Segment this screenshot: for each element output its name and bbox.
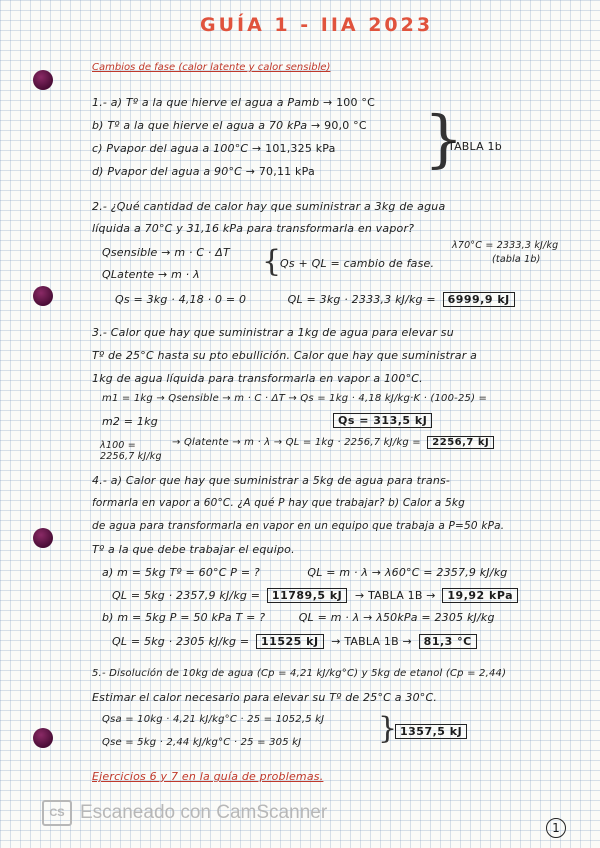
binder-hole: [33, 70, 53, 90]
q3-ql-text: → Qlatente → m · λ → QL = 1kg · 2256,7 kJ/kg =: [172, 437, 421, 448]
q2-lambda: λ70°C = 2333,3 kJ/kg: [452, 240, 559, 251]
q5-answer: [392, 724, 467, 739]
q3-ql: [172, 436, 494, 449]
q4-b-data: b) m = 5kg P = 50 kPa T = ?: [102, 611, 266, 624]
q2-brace: {: [262, 244, 282, 279]
q4-line4: Tº a la que debe trabajar el equipo.: [92, 543, 295, 556]
q4-b-table-ref: → TABLA 1B →: [331, 635, 412, 648]
q4-b-row2: [112, 634, 477, 649]
q3-m2: m2 = 1kg: [102, 415, 158, 428]
q1-c: [92, 142, 336, 155]
q2-calc: [115, 292, 515, 307]
q1-d-answer: 70,11 kPa: [258, 165, 315, 178]
page-title: GUÍA 1 - IIA 2023: [200, 14, 434, 36]
binder-hole: [33, 728, 53, 748]
q1-c-text: c) Pvapor del agua a 100°C →: [92, 142, 262, 155]
q1-brace: }: [424, 102, 464, 175]
q2-line2: líquida a 70°C y 31,16 kPa para transformarla en vapor?: [92, 222, 415, 235]
camscanner-watermark: [42, 800, 327, 826]
q5-brace: }: [378, 711, 398, 746]
q3-qs-answer-box: Qs = 313,5 kJ: [333, 413, 432, 428]
q2-answer-box: 6999,9 kJ: [443, 292, 515, 307]
q4-a-formula: QL = m · λ → λ60°C = 2357,9 kJ/kg: [307, 566, 508, 579]
binder-hole: [33, 528, 53, 548]
q4-a-row2: [112, 588, 518, 603]
q1-table-ref: TABLA 1b: [448, 140, 502, 153]
q5-qse: Qse = 5kg · 2,44 kJ/kg°C · 25 = 305 kJ: [102, 737, 302, 748]
q2-sum: Qs + QL = cambio de fase.: [280, 257, 435, 270]
q5-line2: Estimar el calor necesario para elevar su Tº de 25°C a 30°C.: [92, 691, 438, 704]
q3-lambda: λ100 = 2256,7 kJ/kg: [100, 440, 162, 462]
q3-line2: Tº de 25°C hasta su pto ebullición. Calor que hay que suministrar a: [92, 349, 478, 362]
q2-line1: 2.- ¿Qué cantidad de calor hay que suministrar a 3kg de agua: [92, 200, 446, 213]
q4-b-formula: QL = m · λ → λ50kPa = 2305 kJ/kg: [298, 611, 495, 624]
section-subtitle: Cambios de fase (calor latente y calor sensible): [92, 62, 331, 73]
q4-a-data: a) m = 5kg Tº = 60°C P = ?: [102, 566, 260, 579]
q4-line2: formarla en vapor a 60°C. ¿A qué P hay que trabajar? b) Calor a 5kg: [92, 497, 465, 509]
q2-ql-formula: QLatente → m · λ: [102, 268, 200, 281]
q1-a-text: 1.- a) Tº a la que hierve el agua a Pamb →: [92, 96, 333, 109]
q2-qs-formula: Qsensible → m · C · ΔT: [102, 246, 230, 259]
q5-qsa: Qsa = 10kg · 4,21 kJ/kg°C · 25 = 1052,5 kJ: [102, 714, 325, 725]
page-number: 1: [546, 818, 566, 838]
q4-a-answer-box: 11789,5 kJ: [267, 588, 347, 603]
q1-b-text: b) Tº a la que hierve el agua a 70 kPa →: [92, 119, 321, 132]
q4-a-table-ref: → TABLA 1B →: [354, 589, 436, 602]
q5-line1: 5.- Disolución de 10kg de agua (Cp = 4,21 kJ/kg°C) y 5kg de etanol (Cp = 2,44): [92, 668, 507, 679]
q1-b: [92, 119, 367, 132]
q3-line1: 3.- Calor que hay que suministrar a 1kg de agua para elevar su: [92, 326, 454, 339]
q4-a-calc: QL = 5kg · 2357,9 kJ/kg =: [112, 589, 261, 602]
q4-line3: de agua para transformarla en vapor en un equipo que trabaja a P=50 kPa.: [92, 520, 505, 532]
watermark-text: Escaneado con CamScanner: [80, 802, 328, 823]
q1-d: [92, 165, 315, 178]
q4-a-row1: [102, 566, 507, 579]
q3-qs-answer: [330, 413, 432, 428]
q1-b-answer: 90,0 °C: [324, 119, 367, 132]
exercises-note: Ejercicios 6 y 7 en la guía de problemas.: [92, 770, 324, 783]
q4-line1: 4.- a) Calor que hay que suministrar a 5kg de agua para trans-: [92, 474, 451, 487]
q2-lambda-ref: (tabla 1b): [492, 254, 541, 265]
q1-a-answer: 100 °C: [336, 96, 375, 109]
binder-hole: [33, 286, 53, 306]
q3-m1: m1 = 1kg → Qsensible → m · C · ΔT → Qs = 1kg · 4,18 kJ/kg·K · (100-25) =: [102, 393, 488, 404]
q5-answer-box: 1357,5 kJ: [395, 724, 467, 739]
q1-c-answer: 101,325 kPa: [265, 142, 336, 155]
q4-b-calc: QL = 5kg · 2305 kJ/kg =: [112, 635, 250, 648]
q3-line3: 1kg de agua líquida para transformarla en vapor a 100°C.: [92, 372, 423, 385]
camscanner-logo-icon: CS: [42, 800, 72, 826]
q4-b-answer-box: 11525 kJ: [256, 634, 324, 649]
q4-a-pressure-box: 19,92 kPa: [442, 588, 518, 603]
q4-b-temperature-box: 81,3 °C: [419, 634, 477, 649]
q1-d-text: d) Pvapor del agua a 90°C →: [92, 165, 256, 178]
q4-b-row1: [102, 611, 495, 624]
q2-calc2: QL = 3kg · 2333,3 kJ/kg =: [287, 293, 436, 306]
q2-calc1: Qs = 3kg · 4,18 · 0 = 0: [115, 293, 247, 306]
q1-a: [92, 96, 375, 109]
q3-ql-answer-box: 2256,7 kJ: [427, 436, 494, 449]
